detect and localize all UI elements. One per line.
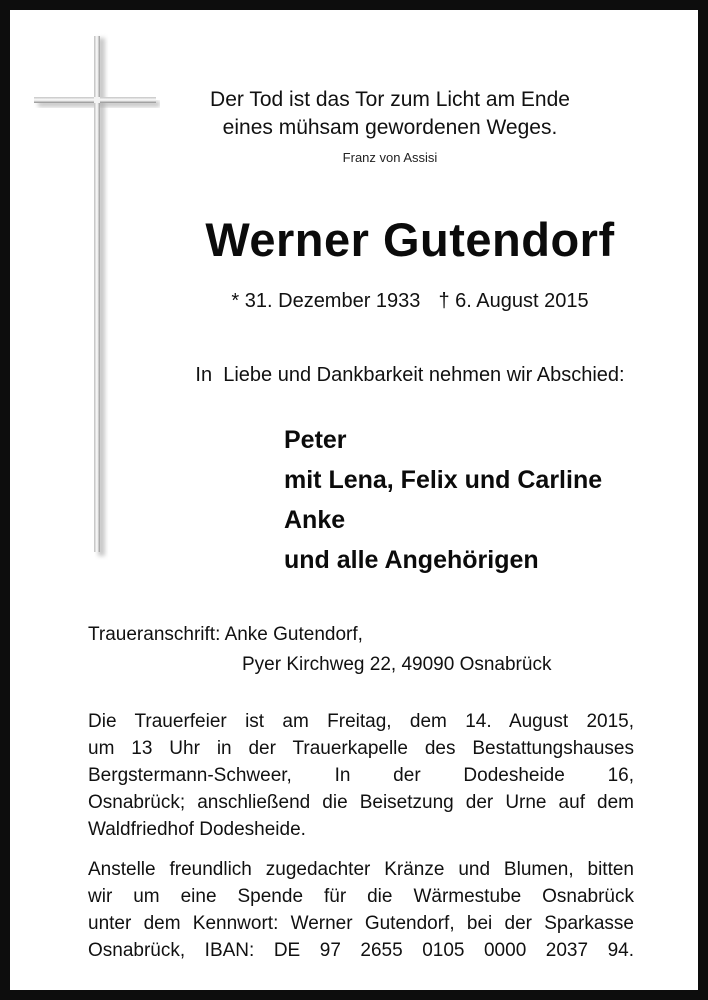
deceased-name: Werner Gutendorf <box>205 213 615 266</box>
service-paragraph <box>88 708 634 843</box>
address-line-2: Pyer Kirchweg 22, 49090 Osnabrück <box>242 654 552 675</box>
quote-line-1: Der Tod ist das Tor zum Licht am Ende <box>210 88 570 111</box>
birth-date: * 31. Dezember 1933 <box>231 290 421 312</box>
address-line-1: Traueranschrift: Anke Gutendorf, <box>88 624 363 645</box>
service-line: um 13 Uhr in der Trauerkapelle des Bestattungshauses <box>88 738 634 759</box>
mourner-line: Anke <box>284 506 346 534</box>
donation-line: unter dem Kennwort: Werner Gutendorf, bei der Sparkasse <box>88 913 634 934</box>
service-line: Waldfriedhof Dodesheide. <box>88 819 306 840</box>
quote-line-2: eines mühsam gewordenen Weges. <box>222 116 558 139</box>
mourner-line: und alle Angehörigen <box>284 546 539 574</box>
mourner-line: Peter <box>284 426 347 454</box>
service-line: Die Trauerfeier ist am Freitag, dem 14. August 2015, <box>88 711 634 732</box>
mourners-list <box>284 420 602 580</box>
life-dates <box>150 290 670 313</box>
donation-line: Anstelle freundlich zugedachter Kränze und Blumen, bitten <box>88 859 634 880</box>
donation-line: Osnabrück, IBAN: DE 97 2655 0105 0000 2037 94. <box>88 940 634 961</box>
donation-paragraph <box>88 856 634 964</box>
quote-author: Franz von Assisi <box>342 150 438 165</box>
mourner-line: mit Lena, Felix und Carline <box>284 466 603 494</box>
cross-icon <box>30 30 160 560</box>
service-line: Osnabrück; anschließend die Beisetzung der Urne auf dem <box>88 792 634 813</box>
farewell-text: In Liebe und Dankbarkeit nehmen wir Abschied: <box>195 364 625 386</box>
mourning-address <box>88 620 551 680</box>
service-line: Bergstermann-Schweer, In der Dodesheide 16, <box>88 765 634 786</box>
death-date: † 6. August 2015 <box>438 290 589 312</box>
donation-line: wir um eine Spende für die Wärmestube Osnabrück <box>88 886 634 907</box>
